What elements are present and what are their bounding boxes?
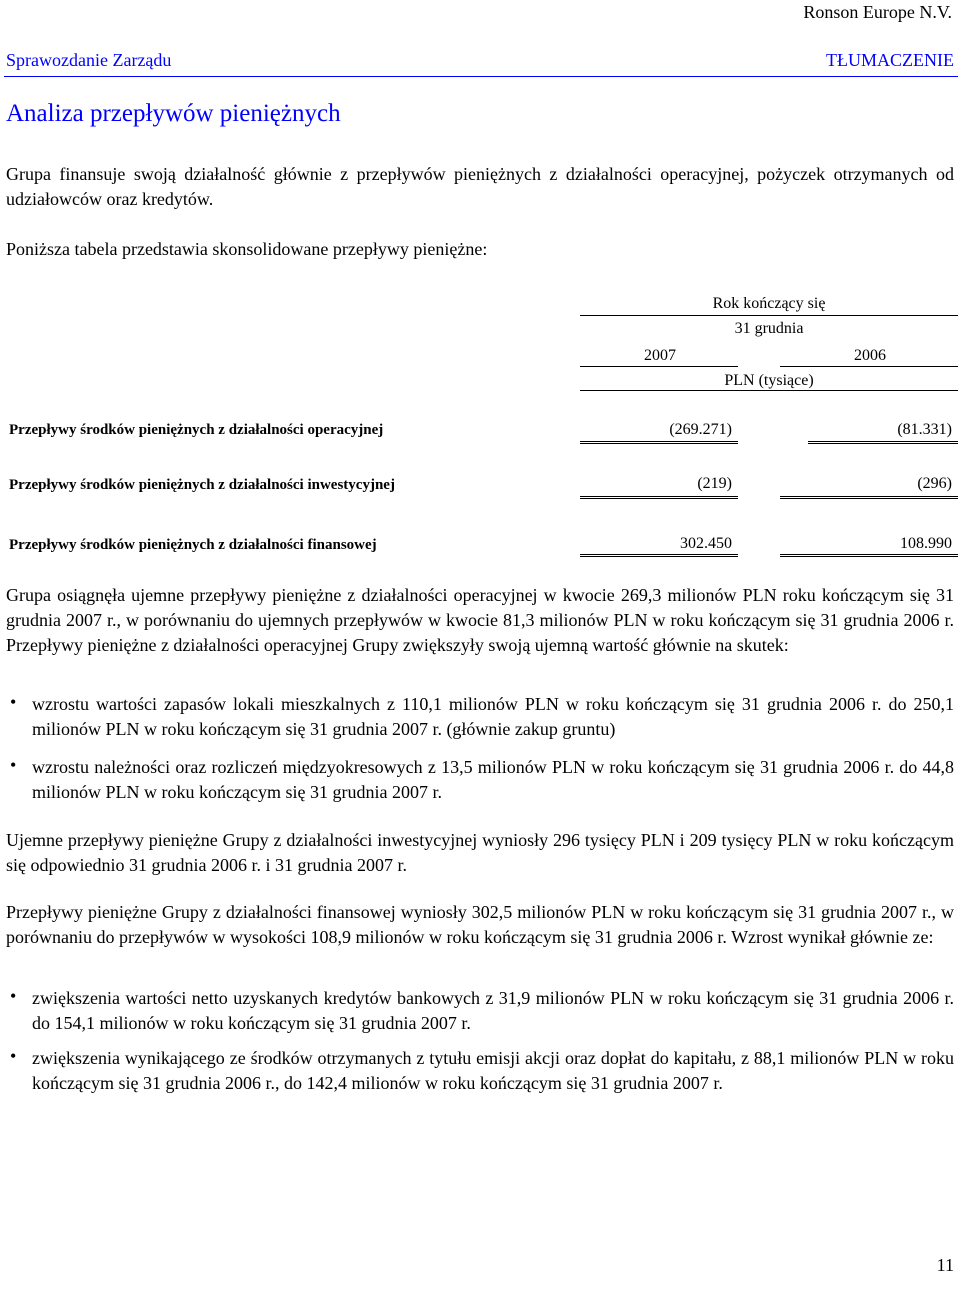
company-name: Ronson Europe N.V.	[803, 2, 952, 22]
operating-bullet-2: wzrostu należności oraz rozliczeń międzyokresowych z 13,5 milionów PLN w roku kończącym się 31 grudnia 2006 r. do 44,8 milionów PLN w roku kończącym się 31 grudnia 2007 r.	[32, 757, 954, 802]
financing-bullet-1: zwiększenia wartości netto uzyskanych kredytów bankowych z 31,9 milionów PLN w roku kończącym się 31 grudnia 2006 r. do 154,1 milionów w roku kończącym się 31 grudnia 2007 r.	[32, 988, 954, 1033]
section-title: Analiza przepływów pieniężnych	[6, 100, 341, 127]
table-row-label: Przepływy środków pieniężnych z działalności operacyjnej	[9, 422, 384, 438]
table-unit: PLN (tysiące)	[724, 372, 814, 389]
page-number: 11	[936, 1255, 954, 1275]
row-underline	[808, 441, 958, 444]
table-row-label: Przepływy środków pieniężnych z działalności inwestycyjnej	[9, 477, 395, 493]
bullet-symbol: •	[10, 1046, 17, 1066]
column-rule-2007	[580, 366, 738, 367]
row-underline	[580, 441, 738, 444]
investing-paragraph: Ujemne przepływy pieniężne Grupy z działalności inwestycyjnej wyniosły 296 tysięcy PLN i 209 tysięcy PLN w roku kończącym się odpowiednio 31 grudnia 2006 r. i 31 grudnia 2007 r.	[6, 830, 954, 875]
table-cell-2006: 108.990	[900, 535, 952, 552]
table-cell-2007: (269.271)	[669, 421, 732, 438]
intro-paragraph-2: Poniższa tabela przedstawia skonsolidowane przepływy pieniężne:	[6, 239, 488, 259]
report-title: Sprawozdanie Zarządu	[6, 50, 172, 70]
column-rule-2006	[780, 366, 958, 367]
financing-paragraph: Przepływy pieniężne Grupy z działalności finansowej wyniosły 302,5 milionów PLN w roku kończącym się 31 grudnia 2007 r., w porównaniu do przepływów w wysokości 108,9 milionów w roku kończącym się 31 grudnia 2006 r. Wzrost wynikał głównie ze:	[6, 902, 954, 947]
table-unit-rule	[580, 390, 958, 391]
financing-bullet-2: zwiększenia wynikającego ze środków otrzymanych z tytułu emisji akcji oraz dopłat do kapitału, z 88,1 milionów PLN w roku kończącym się 31 grudnia 2006 r., do 142,4 milionów w roku kończącym się 31 grudnia 2007 r.	[32, 1048, 954, 1093]
table-cell-2006: (296)	[917, 475, 952, 492]
table-header-date: 31 grudnia	[734, 320, 804, 337]
intro-paragraph-1: Grupa finansuje swoją działalność głównie z przepływów pieniężnych z działalności operacyjnej, pożyczek otrzymanych od udziałowców oraz kredytów.	[6, 164, 954, 209]
bullet-symbol: •	[10, 986, 17, 1006]
operating-paragraph: Grupa osiągnęła ujemne przepływy pieniężne z działalności operacyjnej w kwocie 269,3 milionów PLN roku kończącym się 31 grudnia 2007 r., w porównaniu do ujemnych przepływów w kwocie 81,3 milionów PLN w roku kończącym się 31 grudnia 2006 r. Przepływy pieniężne z działalności operacyjnej Grupy zwiększyły swoją ujemną wartość głównie na skutek:	[6, 585, 954, 655]
operating-bullet-1: wzrostu wartości zapasów lokali mieszkalnych z 110,1 milionów PLN w roku kończącym się 31 grudnia 2006 r. do 250,1 milionów PLN w roku kończącym się 31 grudnia 2007 r. (głównie zakup gruntu)	[32, 694, 954, 739]
bullet-symbol: •	[10, 692, 17, 712]
header-divider	[4, 76, 958, 77]
row-underline	[580, 496, 738, 499]
row-underline	[780, 496, 958, 499]
bullet-symbol: •	[10, 755, 17, 775]
column-header-2007: 2007	[644, 347, 676, 364]
table-cell-2007: 302.450	[680, 535, 732, 552]
column-header-2006: 2006	[854, 347, 886, 364]
row-underline	[780, 554, 958, 557]
table-cell-2007: (219)	[697, 475, 732, 492]
table-header-rule	[580, 315, 958, 316]
translation-label: TŁUMACZENIE	[826, 50, 954, 70]
row-underline	[580, 554, 738, 557]
table-cell-2006: (81.331)	[897, 421, 952, 438]
table-header-period: Rok kończący się	[712, 295, 826, 312]
table-row-label: Przepływy środków pieniężnych z działalności finansowej	[9, 537, 377, 553]
